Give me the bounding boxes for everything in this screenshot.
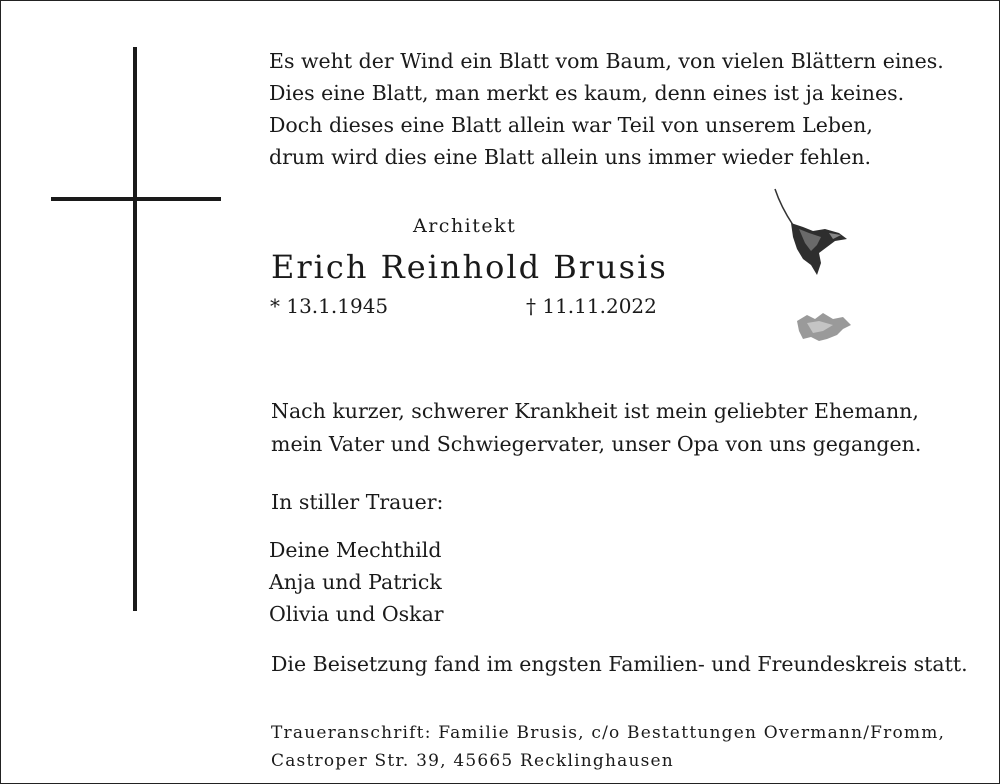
notice-line: Nach kurzer, schwerer Krankheit ist mein geliebter Ehemann, [271, 399, 919, 423]
family-member: Anja und Patrick [269, 570, 442, 594]
mourning-intro: In stiller Trauer: [271, 490, 444, 514]
profession: Architekt [413, 215, 517, 237]
fallen-leaf-icon [793, 309, 855, 345]
cross-icon [133, 47, 137, 611]
birth-date: * 13.1.1945 [270, 294, 389, 318]
family-member: Deine Mechthild [269, 538, 442, 562]
poem-line: Es weht der Wind ein Blatt vom Baum, von vielen Blättern eines. [269, 49, 944, 73]
death-date: † 11.11.2022 [526, 294, 657, 318]
burial-note: Die Beisetzung fand im engsten Familien- und Freundeskreis statt. [271, 652, 968, 676]
falling-leaf-icon [769, 187, 853, 279]
deceased-name: Erich Reinhold Brusis [271, 248, 668, 286]
mourning-address [271, 719, 945, 775]
notice-line: mein Vater und Schwiegervater, unser Opa von uns gegangen. [271, 432, 922, 456]
poem [269, 45, 944, 173]
address-line: Castroper Str. 39, 45665 Recklinghausen [271, 751, 674, 771]
family-member: Olivia und Oskar [269, 602, 444, 626]
poem-line: Doch dieses eine Blatt allein war Teil von unserem Leben, [269, 113, 873, 137]
poem-line: Dies eine Blatt, man merkt es kaum, denn eines ist ja keines. [269, 81, 905, 105]
poem-line: drum wird dies eine Blatt allein uns immer wieder fehlen. [269, 145, 872, 169]
family-list [269, 534, 444, 630]
death-notice [271, 395, 921, 461]
address-line: Traueranschrift: Familie Brusis, c/o Bestattungen Overmann/Fromm, [271, 723, 946, 743]
cross-icon-crossbar [51, 197, 221, 201]
